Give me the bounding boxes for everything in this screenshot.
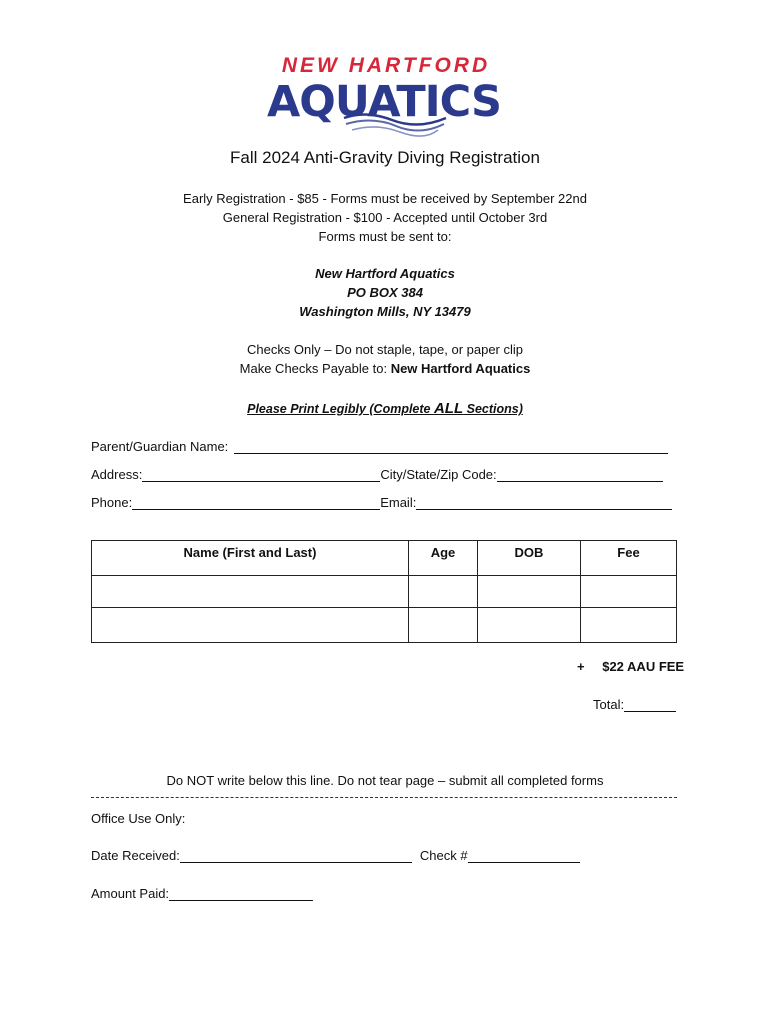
phone-label: Phone: bbox=[91, 495, 133, 510]
logo-main-text: AQUATICS bbox=[266, 77, 502, 127]
dob-cell[interactable] bbox=[478, 576, 581, 608]
name-cell[interactable] bbox=[92, 608, 409, 643]
age-cell[interactable] bbox=[409, 608, 478, 643]
phone-row bbox=[91, 495, 672, 510]
print-all: ALL bbox=[433, 400, 464, 417]
fee-cell[interactable] bbox=[581, 576, 677, 608]
date-received-field[interactable] bbox=[180, 848, 412, 863]
print-legibly-instruction bbox=[0, 400, 770, 417]
form-title: Fall 2024 Anti-Gravity Diving Registration bbox=[230, 148, 540, 167]
email-label: Email: bbox=[380, 495, 417, 510]
parent-guardian-field[interactable] bbox=[234, 439, 668, 454]
payable-prefix: Make Checks Payable to: bbox=[239, 361, 391, 376]
address-row bbox=[91, 467, 663, 482]
city-state-zip-field[interactable] bbox=[497, 467, 663, 482]
address-line-2: PO BOX 384 bbox=[347, 285, 423, 300]
date-received-label: Date Received: bbox=[91, 848, 180, 863]
do-not-write-notice: Do NOT write below this line. Do not tear page – submit all completed forms bbox=[166, 773, 604, 788]
table-row bbox=[92, 576, 677, 608]
amount-paid-label: Amount Paid: bbox=[91, 886, 170, 901]
header-name: Name (First and Last) bbox=[92, 541, 409, 576]
participants-table bbox=[91, 540, 677, 643]
checks-only-text: Checks Only – Do not staple, tape, or paper clip bbox=[246, 342, 524, 357]
check-number-label: Check # bbox=[419, 848, 468, 863]
phone-field[interactable] bbox=[132, 495, 380, 510]
logo-wave bbox=[352, 127, 438, 136]
table-header-row bbox=[92, 541, 677, 576]
new-hartford-aquatics-logo bbox=[266, 52, 502, 136]
name-cell[interactable] bbox=[92, 576, 409, 608]
amount-paid-row bbox=[91, 886, 313, 901]
general-registration-text: General Registration - $100 - Accepted until October 3rd bbox=[222, 210, 548, 225]
amount-paid-field[interactable] bbox=[169, 886, 313, 901]
total-field[interactable] bbox=[624, 697, 676, 712]
address-line-1: New Hartford Aquatics bbox=[315, 266, 455, 281]
aau-fee-text: $22 AAU FEE bbox=[602, 659, 685, 674]
parent-guardian-label: Parent/Guardian Name: bbox=[91, 439, 229, 454]
header-age: Age bbox=[409, 541, 478, 576]
address-line-3: Washington Mills, NY 13479 bbox=[299, 304, 471, 319]
office-use-label: Office Use Only: bbox=[91, 811, 186, 826]
payable-name: New Hartford Aquatics bbox=[390, 361, 531, 376]
address-label: Address: bbox=[91, 467, 143, 482]
email-field[interactable] bbox=[416, 495, 672, 510]
logo-top-text: NEW HARTFORD bbox=[281, 54, 491, 77]
header-dob: DOB bbox=[478, 541, 581, 576]
check-number-field[interactable] bbox=[468, 848, 580, 863]
address-field[interactable] bbox=[142, 467, 380, 482]
dashed-divider bbox=[91, 797, 677, 798]
header-fee: Fee bbox=[581, 541, 677, 576]
total-label: Total: bbox=[593, 697, 625, 712]
dob-cell[interactable] bbox=[478, 608, 581, 643]
age-cell[interactable] bbox=[409, 576, 478, 608]
table-row bbox=[92, 608, 677, 643]
plus-sign: + bbox=[577, 659, 585, 674]
print-suffix: Sections) bbox=[463, 402, 523, 416]
aau-fee-line bbox=[577, 659, 684, 674]
total-row bbox=[593, 697, 676, 712]
fee-cell[interactable] bbox=[581, 608, 677, 643]
city-state-zip-label: City/State/Zip Code: bbox=[380, 467, 497, 482]
print-prefix: Please Print Legibly (Complete bbox=[247, 402, 434, 416]
date-received-row bbox=[91, 848, 580, 863]
forms-sent-to-text: Forms must be sent to: bbox=[318, 229, 452, 244]
early-registration-text: Early Registration - $85 - Forms must be received by September 22nd bbox=[183, 191, 587, 206]
parent-guardian-row bbox=[91, 439, 668, 454]
payable-to-text bbox=[0, 359, 770, 378]
